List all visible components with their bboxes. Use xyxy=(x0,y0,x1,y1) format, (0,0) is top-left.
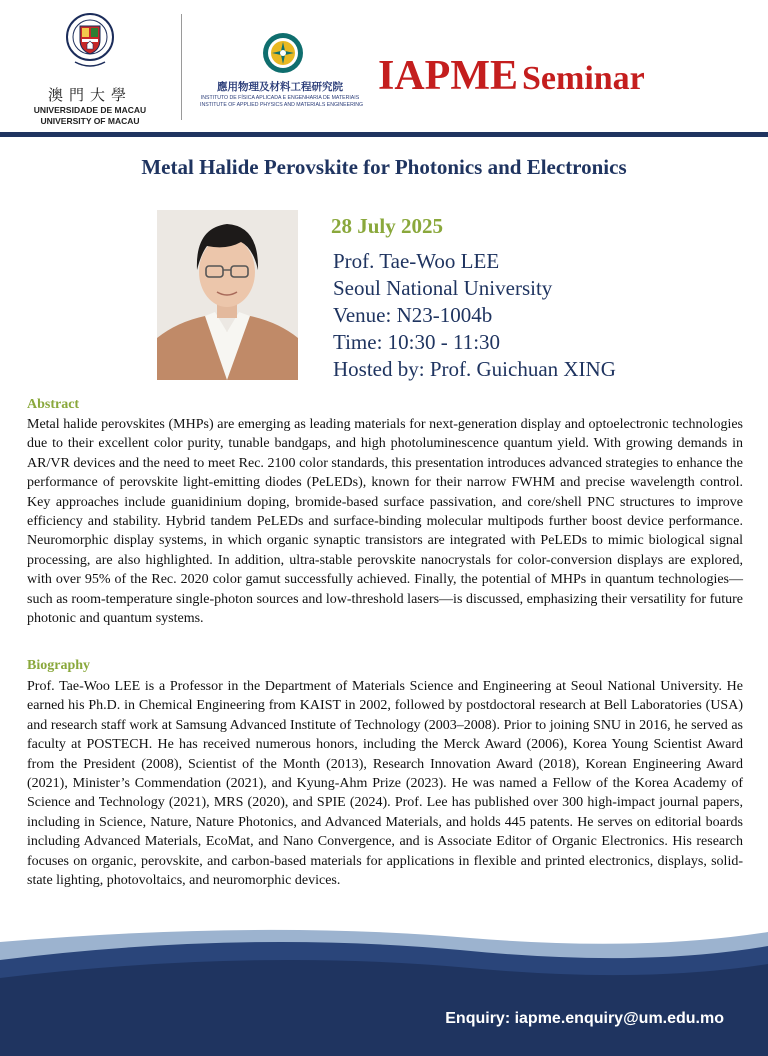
header-divider xyxy=(181,14,182,120)
biography-heading: Biography xyxy=(27,658,91,673)
institute-name-chinese: 應用物理及材料工程研究院 xyxy=(217,81,343,93)
speaker-photo xyxy=(157,210,298,380)
speaker-affiliation: Seoul National University xyxy=(333,276,553,300)
university-of-macau-logo xyxy=(30,12,150,124)
university-name-chinese: 澳門大學 xyxy=(47,86,132,104)
talk-venue: Venue: N23-1004b xyxy=(333,303,493,327)
speaker-portrait-icon xyxy=(157,210,298,380)
seminar-title-main: IAPME xyxy=(378,53,518,99)
header xyxy=(0,0,768,136)
institute-name-portuguese: INSTITUTO DE FÍSICA APLICADA E ENGENHARIA DE MATERIAIS xyxy=(200,95,360,101)
talk-date: 28 July 2025 xyxy=(331,214,444,238)
seminar-title-suffix: Seminar xyxy=(522,60,645,97)
enquiry-contact: Enquiry: iapme.enquiry@um.edu.mo xyxy=(445,1010,724,1027)
institute-name-english: INSTITUTE OF APPLIED PHYSICS AND MATERIALS ENGINEERING xyxy=(200,102,364,108)
seminar-title xyxy=(378,52,645,100)
header-rule xyxy=(0,132,768,137)
speaker-name: Prof. Tae-Woo LEE xyxy=(333,249,500,273)
abstract-heading: Abstract xyxy=(27,397,80,412)
talk-host: Hosted by: Prof. Guichuan XING xyxy=(333,357,616,381)
footer xyxy=(0,920,768,1056)
talk-title: Metal Halide Perovskite for Photonics and Electronics xyxy=(141,155,627,179)
iapme-institute-logo xyxy=(200,32,364,112)
footer-wave-graphic xyxy=(0,920,768,1056)
abstract-text: Metal halide perovskites (MHPs) are emerging as leading materials for next-generation display and optoelectronic technologies due to their excellent color purity, tunable bandgaps, and high photoluminescence quantum yield. With growing demands in AR/VR devices and the need to meet Rec. 2100 color standards, this presentation introduces advanced strategies to enhance the performance of perovskite light-emitting diodes (PeLEDs), known for their narrow FWHM and precise wavelength control. Key approaches include guanidinium doping, bromide-based surface passivation, and core/shell PNC structures to improve efficiency and stability. Hybrid tandem PeLEDs and surface-binding molecular multipods further boost device performance. Neuromorphic display systems, in which organic synaptic transistors are integrated with PeLEDs to mimic biological signal processing, are also highlighted. In addition, ultra-stable perovskite nanocrystals for color-conversion displays are explored, with over 95% of the Rec. 2020 color gamut successfully achieved. Finally, the potential of MHPs in quantum technologies—such as room-temperature single-photon sources and low-threshold lasers—is discussed, emphasizing their versatility for future photonic and quantum systems. xyxy=(27,417,743,627)
talk-time: Time: 10:30 - 11:30 xyxy=(333,330,501,354)
university-seal-icon xyxy=(65,12,115,70)
iapme-emblem-icon xyxy=(262,32,304,74)
university-name-english: UNIVERSITY OF MACAU xyxy=(40,116,140,126)
university-name-portuguese: UNIVERSIDADE DE MACAU xyxy=(33,105,147,115)
biography-text: Prof. Tae-Woo LEE is a Professor in the Department of Materials Science and Engineering at Seoul National University. He earned his Ph.D. in Chemical Engineering from KAIST in 2002, followed by postdoctoral research at Bell Laboratories (USA) and research staff work at Samsung Advanced Institute of Technology (2003–2008). Prior to joining SNU in 2016, he served as faculty at POSTECH. He has received numerous honors, including the Merck Award (2006), Korea Young Scientist Award from the President (2008), Scientist of the Month (2013), Research Innovation Award (2018), Korean Engineering Award (2021), Minister’s Commendation (2021), and Kyung-Ahm Prize (2023). He was named a Fellow of the Korea Academy of Science and Technology (2021), MRS (2020), and SPIE (2024). Prof. Lee has published over 300 high-impact journal papers, including in Science, Nature, Nature Photonics, and Advanced Materials, and holds 445 patents. He serves on editorial boards including Advanced Materials, EcoMat, and Nano Convergence, and is Associate Editor of Organic Electronics. His research focuses on organic, perovskite, and carbon-based materials for applications in flexible and printed electronics, displays, solid-state lighting, photovoltaics, and neuromorphic devices. xyxy=(27,679,743,889)
